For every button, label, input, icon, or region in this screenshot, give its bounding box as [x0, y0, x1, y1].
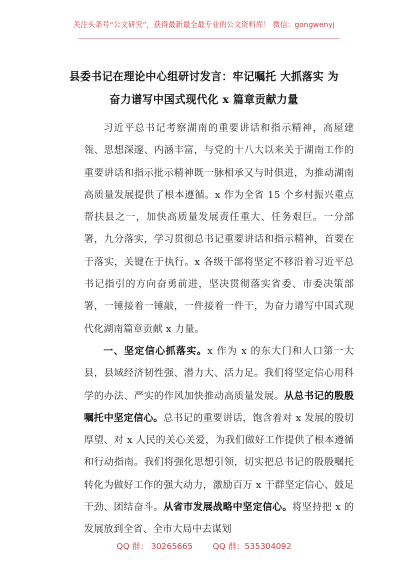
document-title-line-1: 县委书记在理论中心组研讨发言：牢记嘱托 大抓落实 为	[69, 71, 339, 83]
footer-qq-group-2: QQ 群：535304092	[212, 541, 292, 551]
paragraph-intro-text: 习近平总书记考察湖南的重要讲话和指示精神，高屋建瓴、思想深邃、内涵丰富，与党的十八大以来关于湖南工作的重要讲话和指示批示精神既一脉相承又与时俱进，为推动湖南高质量发展提供了根本遵循。x 作为全省 15 个乡村振兴重点帮扶县之一，加快高质量发展责任重大、任务艰巨。一分部署，九分落实，学习贯彻总书记重要讲话和指示精神，首要在于落实，关键在于执行。x 各级干部将坚定不移沿着习近平总书记指引的方向奋勇前进，坚决贯彻落实省委、市委决策部署，一锤接着一锤敲，一件接着一件干，为奋力谱写中国式现代化湖南篇章贡献 x 力量。	[84, 123, 354, 335]
header-divider	[78, 38, 340, 39]
document-body	[84, 118, 354, 542]
paragraph-intro	[84, 118, 354, 341]
header-banner: 关注头条号“公文研究”，获得最新最全最专业的公文资料库！ 微信：gongwenyj	[73, 20, 335, 29]
section-heading: 一、坚定信心抓落实。	[103, 345, 208, 357]
footer-qq-group-1: QQ 群： 30265665	[116, 541, 193, 551]
section-text: x 作为 x 的东大门和人口第一大县，县域经济韧性强、潜力大、活力足。我们将坚定信心用科学的办法、严实的作风加快推动高质量发展。	[84, 345, 354, 402]
footer-contact	[0, 541, 408, 552]
section-text: 将坚持把 x 的发展放到全省、全市大局中去谋划	[84, 502, 355, 536]
document-title-line-2: 奋力谱写中国式现代化 x 篇章贡献力量	[109, 94, 299, 106]
section-subheading: 从总书记的殷殷嘱托中坚定信心。	[84, 390, 354, 424]
paragraph-section-1	[84, 341, 354, 542]
section-subheading: 从省市发展战略中坚定信心。	[163, 502, 293, 514]
section-text: 总书记的重要讲话，饱含着对 x 发展的殷切厚望、对 x 人民的关心关爱，为我们做好工作提供了根本遵循和行动指南。我们将强化思想引领，切实把总书记的殷殷嘱托转化为做好工作的强大动力，激励百万 x 干群坚定信心、鼓足干劲、团结奋斗。	[84, 412, 354, 514]
